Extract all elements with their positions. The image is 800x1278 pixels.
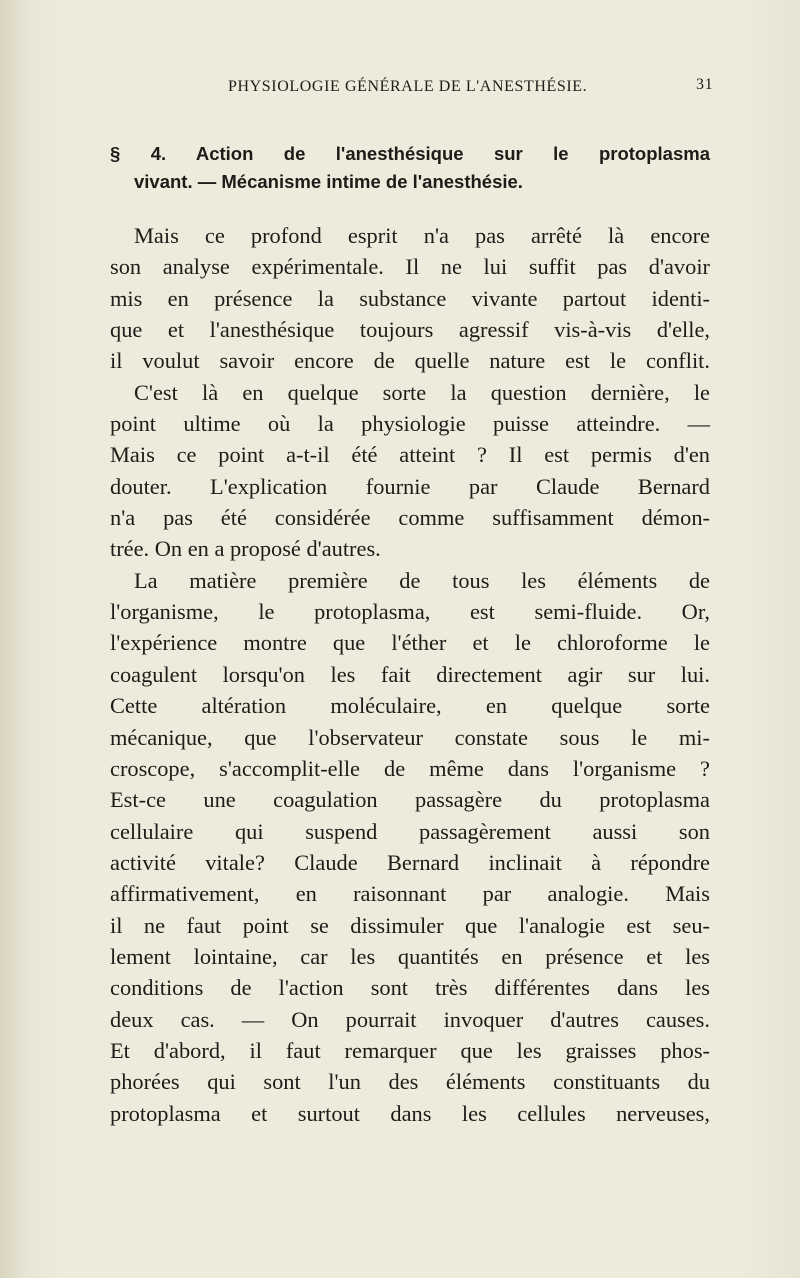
text-line: point ultime où la physiologie puisse atteindre. —: [110, 411, 710, 437]
text-line: affirmativement, en raisonnant par analogie. Mais: [110, 881, 710, 907]
text-line: il voulut savoir encore de quelle nature est le conflit.: [110, 348, 710, 374]
text-line: protoplasma et surtout dans les cellules nerveuses,: [110, 1100, 710, 1126]
page-number: 31: [696, 76, 714, 93]
text-line: douter. L'explication fournie par Claude Bernard: [110, 473, 710, 499]
text-line: cellulaire qui suspend passagèrement aussi son: [110, 818, 710, 844]
body-text: [110, 220, 710, 1129]
text-line: La matière première de tous les éléments de: [134, 567, 710, 593]
running-head: [228, 76, 718, 96]
text-line: mécanique, que l'observateur constate sous le mi-: [110, 724, 710, 750]
section-heading-line-1: § 4. Action de l'anesthésique sur le protoplasma: [110, 143, 710, 164]
text-line: croscope, s'accomplit-elle de même dans l'organisme ?: [110, 755, 710, 781]
text-line: il ne faut point se dissimuler que l'analogie est seu-: [110, 912, 710, 938]
running-head-title: PHYSIOLOGIE GÉNÉRALE DE L'ANESTHÉSIE.: [228, 78, 588, 95]
text-line: Et d'abord, il faut remarquer que les graisses phos-: [110, 1037, 710, 1063]
text-line: phorées qui sont l'un des éléments constituants du: [110, 1069, 710, 1095]
text-line: l'organisme, le protoplasma, est semi-fluide. Or,: [110, 599, 710, 625]
text-line: activité vitale? Claude Bernard inclinait à répondre: [110, 849, 710, 875]
text-line: coagulent lorsqu'on les fait directement agir sur lui.: [110, 661, 710, 687]
text-line: Mais ce profond esprit n'a pas arrêté là encore: [134, 223, 710, 248]
text-line: Est-ce une coagulation passagère du protoplasma: [110, 787, 710, 813]
text-line: Cette altération moléculaire, en quelque sorte: [110, 693, 710, 719]
text-line: C'est là en quelque sorte la question dernière, le: [134, 379, 710, 405]
section-heading: [110, 140, 710, 196]
text-line: n'a pas été considérée comme suffisamment démon-: [110, 505, 710, 531]
text-line: lement lointaine, car les quantités en présence et les: [110, 943, 710, 969]
text-line: Mais ce point a-t-il été atteint ? Il est permis d'en: [110, 442, 710, 468]
text-line: mis en présence la substance vivante partout identi-: [110, 285, 710, 311]
text-line: deux cas. — On pourrait invoquer d'autres causes.: [110, 1006, 710, 1032]
section-heading-line-2: vivant. — Mécanisme intime de l'anesthésie.: [134, 171, 523, 192]
text-line: trée. On en a proposé d'autres.: [110, 536, 381, 562]
text-line: que et l'anesthésique toujours agressif vis-à-vis d'elle,: [110, 317, 710, 343]
text-line: conditions de l'action sont très différentes dans les: [110, 975, 710, 1001]
text-line: son analyse expérimentale. Il ne lui suffit pas d'avoir: [110, 254, 710, 280]
text-line: l'expérience montre que l'éther et le chloroforme le: [110, 630, 710, 656]
